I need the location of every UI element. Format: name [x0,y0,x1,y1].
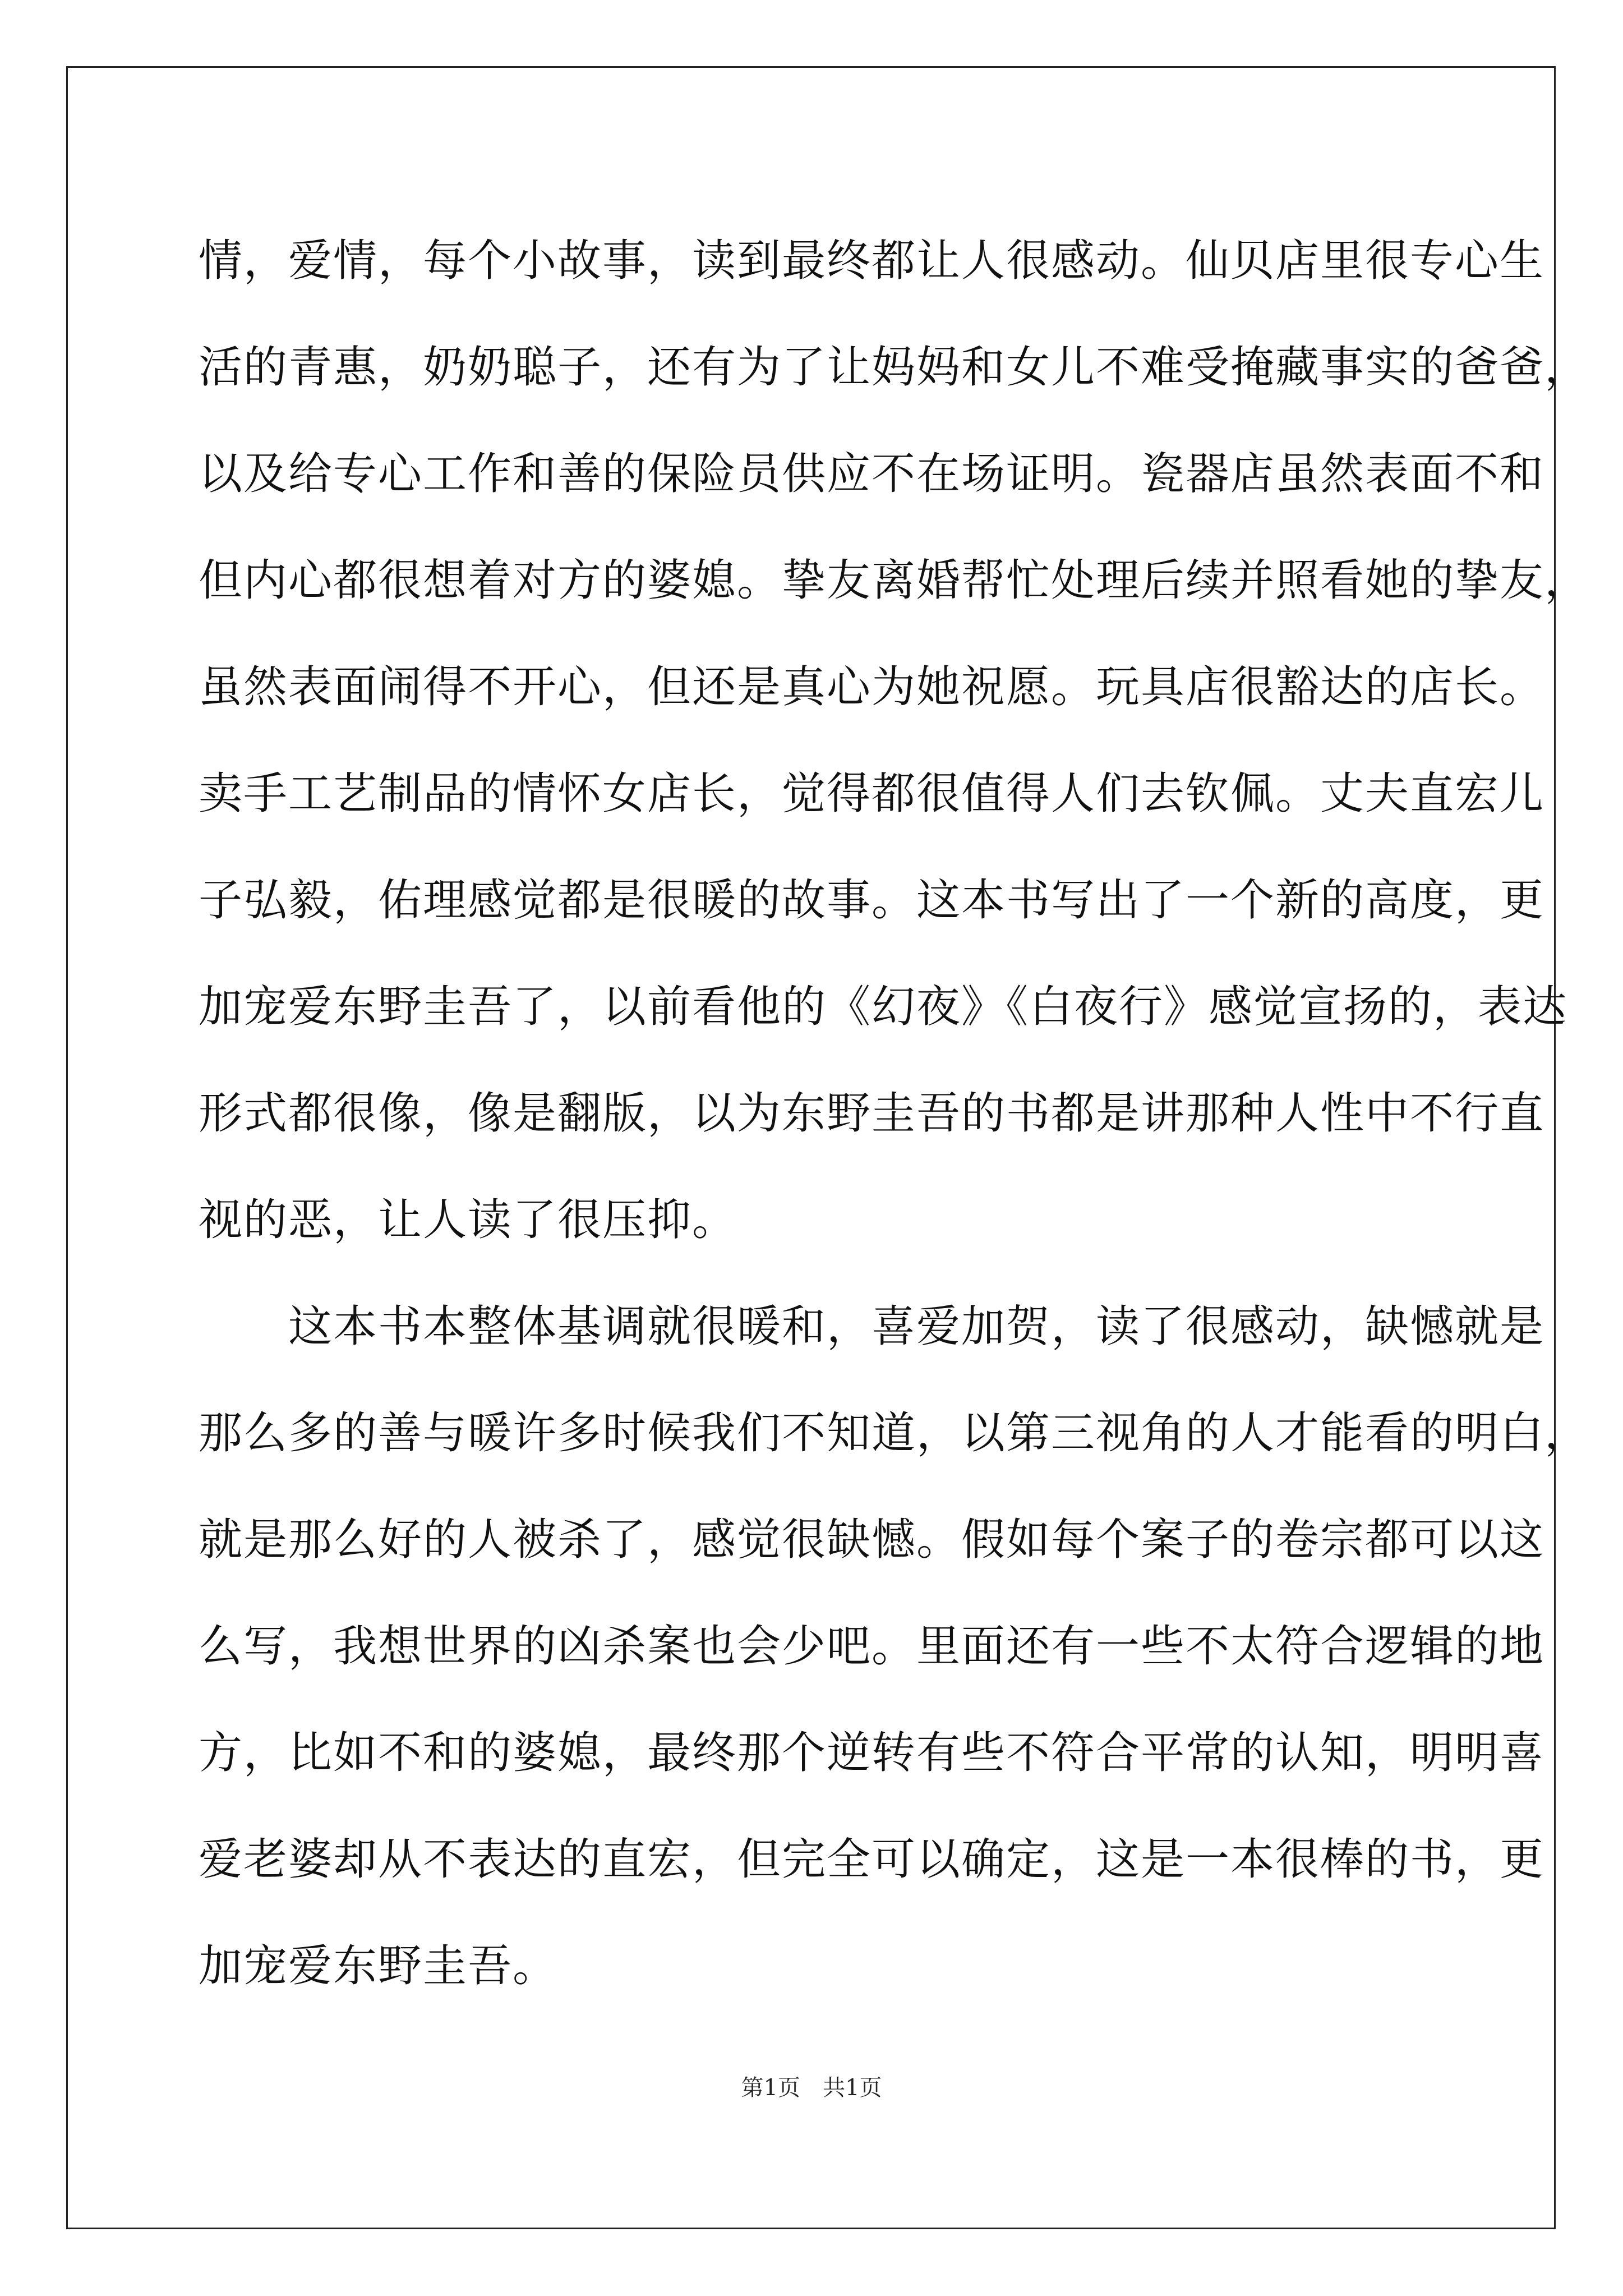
text-line: 活的青惠，奶奶聪子，还有为了让妈妈和女儿不难受掩藏事实的爸爸， [199,342,1590,393]
text-line: 形式都很像，像是翻版，以为东野圭吾的书都是讲那种人性中不行直 [199,1088,1545,1139]
text-line: 爱老婆却从不表达的直宏，但完全可以确定，这是一本很棒的书，更 [199,1834,1545,1885]
text-line: 视的恶，让人读了很压抑。 [199,1195,737,1245]
text-line: 么写，我想世界的凶杀案也会少吧。里面还有一些不太符合逻辑的地 [199,1621,1545,1672]
text-line: 以及给专心工作和善的保险员供应不在场证明。瓷器店虽然表面不和 [199,449,1545,499]
text-line: 加宠爱东野圭吾。 [199,1941,558,1991]
text-line: 就是那么好的人被杀了，感觉很缺憾。假如每个案子的卷宗都可以这 [199,1515,1545,1565]
text-line: 卖手工艺制品的情怀女店长，觉得都很值得人们去钦佩。丈夫直宏儿 [199,769,1545,819]
text-line: 方，比如不和的婆媳，最终那个逆转有些不符合平常的认知，明明喜 [199,1728,1545,1778]
text-line: 那么多的善与暖许多时候我们不知道，以第三视角的人才能看的明白， [199,1408,1590,1458]
paragraph-start-line: 这本书本整体基调就很暖和，喜爱加贺，读了很感动，缺憾就是 [199,1301,1545,1352]
text-line: 子弘毅，佑理感觉都是很暖的故事。这本书写出了一个新的高度，更 [199,875,1545,926]
text-line: 加宠爱东野圭吾了，以前看他的《幻夜》《白夜行》感觉宣扬的，表达 [199,982,1568,1032]
text-line: 但内心都很想着对方的婆媳。挚友离婚帮忙处理后续并照看她的挚友， [199,555,1590,606]
page-footer: 第1页 共1页 [741,2075,882,2101]
body-text [199,208,1590,2019]
text-line: 虽然表面闹得不开心，但还是真心为她祝愿。玩具店很豁达的店长。 [199,662,1545,712]
text-line: 情，爱情，每个小故事，读到最终都让人很感动。仙贝店里很专心生 [199,236,1545,286]
